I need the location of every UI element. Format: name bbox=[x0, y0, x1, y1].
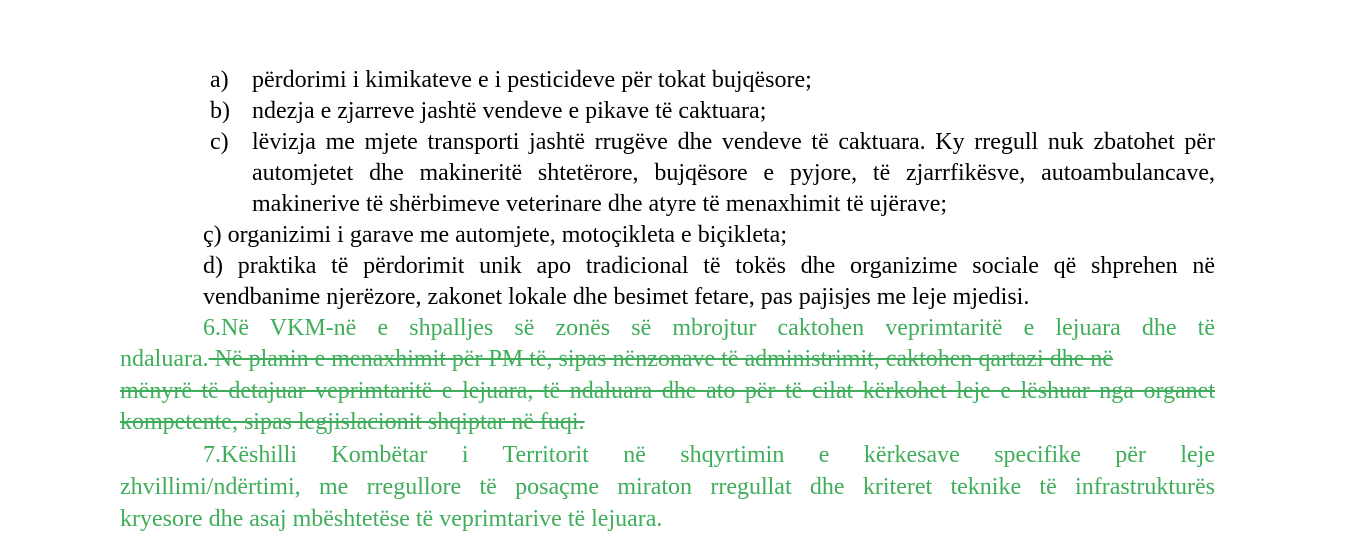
list-marker-a: a) bbox=[210, 67, 229, 93]
list-item-c-line-2: automjetet dhe makineritë shtetërore, bujqësore e pyjore, të zjarrfikësve, autoambulancave, bbox=[252, 160, 1215, 186]
list-marker-b: b) bbox=[210, 98, 230, 124]
paragraph-6-inserted-text: ndaluara. bbox=[120, 346, 209, 372]
list-item-d-line-2: vendbanime njerëzore, zakonet lokale dhe besimet fetare, pas pajisjes me leje mjedisi. bbox=[203, 284, 1030, 310]
paragraph-6-deleted-text: Në planin e menaxhimit për PM të, sipas nënzonave të administrimit, caktohen qartazi dhe në bbox=[208, 346, 1114, 372]
list-item-c-cedilla: ç) organizimi i garave me automjete, motoçikleta e biçikleta; bbox=[203, 222, 787, 248]
paragraph-6-deleted-line-3: mënyrë të detajuar veprimtaritë e lejuara, të ndaluara dhe ato për të cilat kërkohet leje e lëshuar nga organet bbox=[120, 378, 1215, 404]
paragraph-6-line-2 bbox=[120, 343, 1215, 375]
paragraph-7-line-1: 7.Këshilli Kombëtar i Territorit në shqyrtimin e kërkesave specifike për leje bbox=[203, 442, 1215, 468]
list-item-d-line-1: d) praktika të përdorimit unik apo tradicional të tokës dhe organizime sociale që shprehen në bbox=[203, 253, 1215, 279]
list-marker-c: c) bbox=[210, 129, 229, 155]
list-item-c-line-3: makinerive të shërbimeve veterinare dhe atyre të menaxhimit të ujërave; bbox=[252, 191, 948, 217]
paragraph-6-deleted-line-4: kompetente, sipas legjislacionit shqiptar në fuqi. bbox=[120, 409, 585, 435]
list-item-b-text: ndezja e zjarreve jashtë vendeve e pikave të caktuara; bbox=[252, 98, 767, 124]
paragraph-7-line-2: zhvillimi/ndërtimi, me rregullore të posaçme miraton rregullat dhe kriteret teknike të infrastrukturës bbox=[120, 474, 1215, 500]
list-item-a-text: përdorimi i kimikateve e i pesticideve për tokat bujqësore; bbox=[252, 67, 812, 93]
paragraph-7-line-3: kryesore dhe asaj mbështetëse të veprimtarive të lejuara. bbox=[120, 506, 663, 532]
list-item-c-line-1: lëvizja me mjete transporti jashtë rrugëve dhe vendeve të caktuara. Ky rregull nuk zbatohet për bbox=[252, 129, 1215, 155]
paragraph-6-line-1: 6.Në VKM-në e shpalljes së zonës së mbrojtur caktohen veprimtaritë e lejuara dhe të bbox=[203, 315, 1215, 341]
